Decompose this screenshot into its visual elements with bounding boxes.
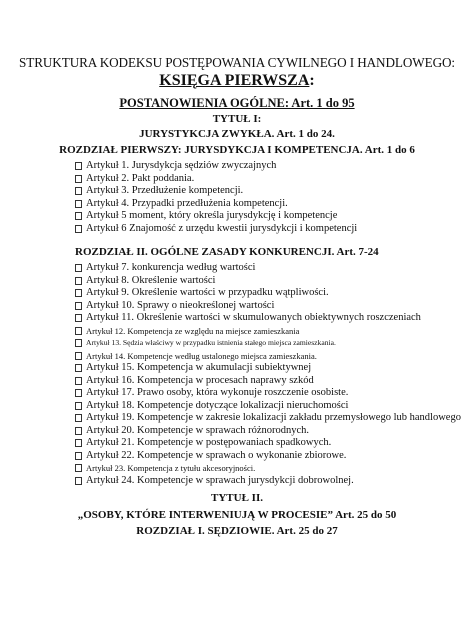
article-text: Artykuł 21. Kompetencje w postępowaniach spadkowych.	[86, 437, 332, 448]
article-text: Artykuł 19. Kompetencje w zakresie lokalizacji zakładu przemysłowego lub handlowego	[86, 412, 461, 423]
checkbox-glyph-icon	[75, 289, 82, 297]
chapter1-article-list	[75, 160, 357, 235]
article-list-item	[75, 400, 461, 413]
checkbox-glyph-icon	[75, 175, 82, 183]
article-list-item	[75, 198, 357, 211]
article-text: Artykuł 6 Znajomość z urzędu kwestii jurysdykcji i kompetencji	[86, 222, 358, 234]
checkbox-glyph-icon	[75, 225, 82, 233]
checkbox-glyph-icon	[75, 427, 82, 435]
article-text: Artykuł 15. Kompetencja w akumulacji subiektywnej	[86, 362, 312, 373]
article-text: Artykuł 12. Kompetencja ze względu na miejsce zamieszkania	[86, 325, 300, 336]
general-provisions-text: POSTANOWIENIA OGÓLNE: Art. 1 do 95	[119, 96, 355, 110]
article-text: Artykuł 7. konkurencja według wartości	[86, 262, 256, 273]
article-list-item	[75, 375, 461, 388]
article-text: Artykuł 24. Kompetencje w sprawach jurysdykcji dobrowolnej.	[86, 474, 354, 486]
article-text: Artykuł 13. Sędzia właściwy w przypadku istnienia stałego miejsca zamieszkania.	[86, 338, 336, 347]
title1-subheading: JURYSTYKCJA ZWYKŁA. Art. 1 do 24.	[139, 128, 335, 140]
article-text: Artykuł 17. Prawo osoby, która wykonuje roszczenie osobiste.	[86, 387, 349, 398]
article-list-item	[75, 287, 461, 300]
article-list-item	[75, 300, 461, 313]
checkbox-glyph-icon	[75, 414, 82, 422]
checkbox-glyph-icon	[75, 327, 82, 335]
article-list-item	[75, 173, 357, 186]
article-list-item	[75, 362, 461, 375]
book-title-suffix: :	[309, 72, 315, 89]
article-list-item	[75, 350, 461, 363]
book-title-text: KSIĘGA PIERWSZA	[159, 72, 310, 89]
title2-chapter1-heading: ROZDZIAŁ I. SĘDZIOWIE. Art. 25 do 27	[136, 525, 338, 537]
checkbox-glyph-icon	[75, 277, 82, 285]
checkbox-glyph-icon	[75, 352, 82, 360]
document-title: STRUKTURA KODEKSU POSTĘPOWANIA CYWILNEGO I HANDLOWEGO:	[19, 55, 455, 70]
article-text: Artykuł 2. Pakt poddania.	[86, 172, 195, 184]
article-text: Artykuł 3. Przedłużenie kompetencji.	[86, 185, 244, 196]
article-list-item	[75, 475, 461, 488]
title2-heading: TYTUŁ II.	[211, 492, 263, 504]
article-list-item	[75, 412, 461, 425]
article-list-item	[75, 337, 461, 350]
article-list-item	[75, 387, 461, 400]
checkbox-glyph-icon	[75, 187, 82, 195]
article-list-item	[75, 210, 357, 223]
article-text: Artykuł 4. Przypadki przedłużenia kompetencji.	[86, 197, 288, 209]
article-list-item	[75, 223, 357, 236]
article-list-item	[75, 462, 461, 475]
title1-heading: TYTUŁ I:	[212, 113, 262, 125]
general-provisions-heading	[0, 96, 474, 111]
article-text: Artykuł 20. Kompetencje w sprawach różnorodnych.	[86, 424, 310, 436]
article-text: Artykuł 9. Określenie wartości w przypadku wątpliwości.	[86, 287, 329, 298]
checkbox-glyph-icon	[75, 377, 82, 385]
article-text: Artykuł 22. Kompetencje w sprawach o wykonanie zbiorowe.	[86, 449, 347, 461]
article-list-item	[75, 185, 357, 198]
checkbox-glyph-icon	[75, 314, 82, 322]
title2-subheading: „OSOBY, KTÓRE INTERWENIUJĄ W PROCESIE” Art. 25 do 50	[77, 509, 397, 521]
article-list-item	[75, 450, 461, 463]
checkbox-glyph-icon	[75, 464, 82, 472]
article-text: Artykuł 16. Kompetencja w procesach naprawy szkód	[86, 374, 314, 386]
checkbox-glyph-icon	[75, 339, 82, 347]
chapter2-article-list	[75, 262, 461, 487]
book-title	[0, 72, 474, 90]
chapter1-heading: ROZDZIAŁ PIERWSZY: JURYSDYKCJA I KOMPETENCJA. Art. 1 do 6	[59, 144, 415, 156]
chapter2-heading: ROZDZIAŁ II. OGÓLNE ZASADY KONKURENCJI. Art. 7-24	[75, 246, 379, 258]
checkbox-glyph-icon	[75, 364, 82, 372]
checkbox-glyph-icon	[75, 439, 82, 447]
article-text: Artykuł 23. Kompetencja z tytułu akcesoryjności.	[86, 463, 256, 473]
checkbox-glyph-icon	[75, 477, 82, 485]
article-text: Artykuł 10. Sprawy o nieokreślonej wartości	[86, 299, 275, 311]
checkbox-glyph-icon	[75, 302, 82, 310]
checkbox-glyph-icon	[75, 389, 82, 397]
article-list-item	[75, 275, 461, 288]
checkbox-glyph-icon	[75, 452, 82, 460]
article-list-item	[75, 437, 461, 450]
article-list-item	[75, 425, 461, 438]
article-text: Artykuł 14. Kompetencje według ustalonego miejsca zamieszkania.	[86, 350, 317, 361]
checkbox-glyph-icon	[75, 200, 82, 208]
checkbox-glyph-icon	[75, 264, 82, 272]
article-text: Artykuł 8. Określenie wartości	[86, 274, 216, 286]
checkbox-glyph-icon	[75, 212, 82, 220]
checkbox-glyph-icon	[75, 162, 82, 170]
article-text: Artykuł 5 moment, który określa jurysdykcję i kompetencje	[86, 210, 338, 221]
article-text: Artykuł 1. Jurysdykcja sędziów zwyczajnych	[86, 160, 277, 171]
checkbox-glyph-icon	[75, 402, 82, 410]
article-list-item	[75, 160, 357, 173]
article-text: Artykuł 11. Określenie wartości w skumulowanych obiektywnych roszczeniach	[86, 312, 421, 323]
article-text: Artykuł 18. Kompetencje dotyczące lokalizacji nieruchomości	[86, 399, 349, 411]
article-list-item	[75, 312, 461, 325]
article-list-item	[75, 262, 461, 275]
article-list-item	[75, 325, 461, 338]
